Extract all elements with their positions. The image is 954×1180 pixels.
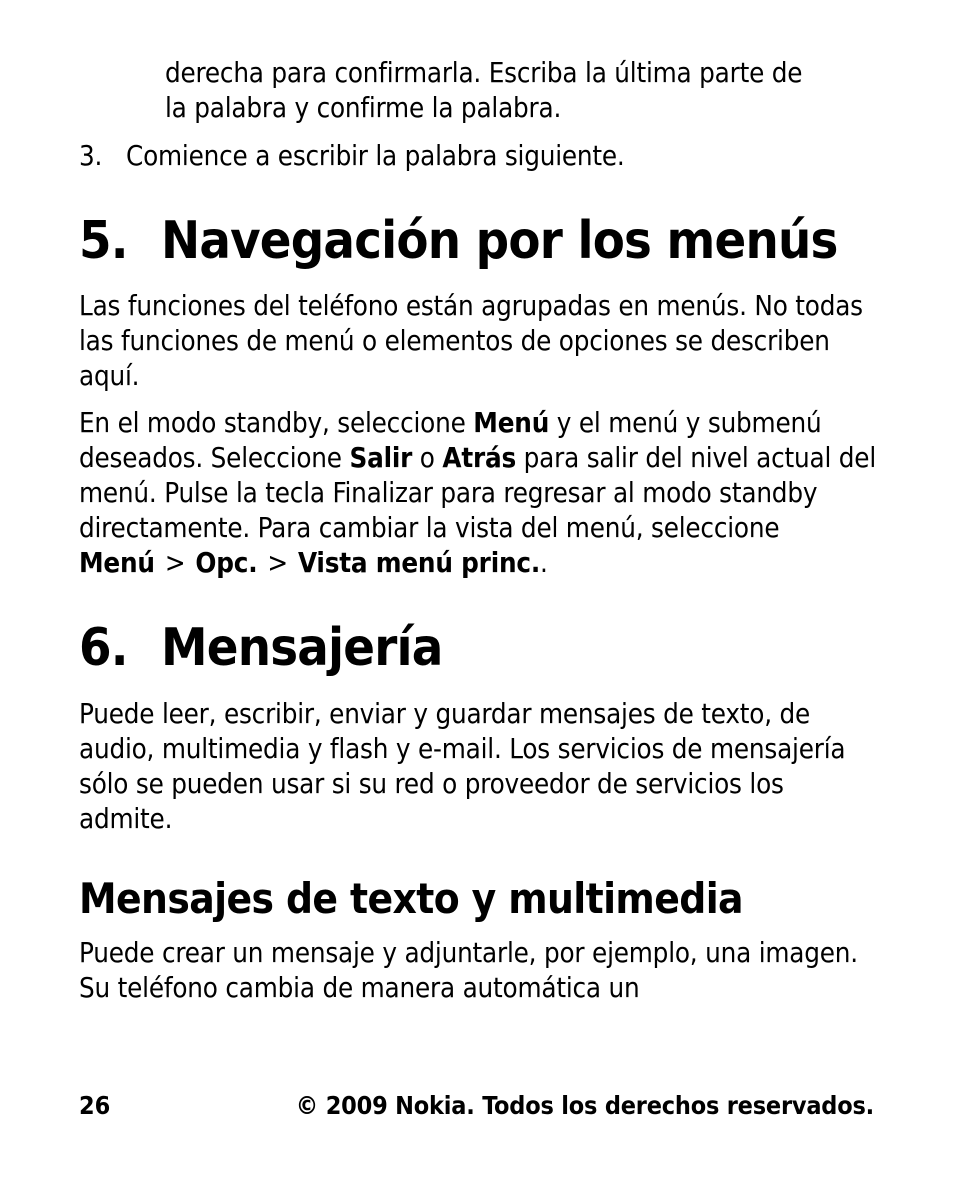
copyright-notice: © 2009 Nokia. Todos los derechos reservados.: [295, 1091, 874, 1120]
section-5-heading: [79, 211, 899, 271]
continuation-line-2: la palabra y confirme la palabra.: [165, 92, 562, 124]
list-item-3: [79, 139, 879, 174]
subsection-heading: Mensajes de texto y multimedia: [79, 874, 743, 923]
menu-path-separator-1: >: [164, 547, 186, 579]
para2-text-5: .: [540, 547, 548, 579]
section-6-paragraph-1: Puede leer, escribir, enviar y guardar mensajes de texto, de audio, multimedia y flash y e-mail. Los servicios de mensajería sólo se pueden usar si su red o proveedor de servicios los admite.: [79, 698, 846, 835]
menu-path-menu: Menú: [79, 547, 155, 579]
continuation-text: [165, 56, 880, 126]
page-number: 26: [79, 1091, 111, 1120]
section-6-title: Mensajería: [161, 618, 443, 678]
section-5-paragraph-1: Las funciones del teléfono están agrupadas en menús. No todas las funciones de menú o elementos de opciones se describen aquí.: [79, 290, 863, 392]
para2-text-1: En el modo standby, seleccione: [79, 407, 474, 439]
continuation-line-1: derecha para confirmarla. Escriba la última parte de: [165, 57, 803, 89]
para2-text-4: para salir del nivel actual del menú. Pulse la tecla Finalizar para regresar al modo standby directamente. Para cambiar la vista del menú, seleccione: [79, 442, 877, 544]
list-item-number: 3.: [79, 140, 103, 172]
section-5-title: Navegación por los menús: [161, 211, 838, 271]
atras-label-bold: Atrás: [442, 442, 517, 474]
menu-path-opc: Opc.: [195, 547, 258, 579]
subsection-paragraph-1: Puede crear un mensaje y adjuntarle, por ejemplo, una imagen. Su teléfono cambia de manera automática un: [79, 937, 858, 1004]
menu-path-vista: Vista menú princ.: [297, 547, 541, 579]
menu-label-bold: Menú: [473, 407, 550, 439]
menu-path-separator-2: >: [267, 547, 288, 579]
section-6-number: 6.: [79, 618, 128, 678]
section-5-number: 5.: [79, 211, 128, 271]
section-5-paragraph-2: [79, 406, 879, 581]
section-6-heading: [79, 618, 899, 678]
para2-text-3: o: [412, 442, 443, 474]
salir-label-bold: Salir: [349, 442, 413, 474]
list-item-text: Comience a escribir la palabra siguiente.: [126, 140, 625, 172]
para2-text-2: y el menú y submenú deseados. Seleccione: [79, 407, 822, 474]
